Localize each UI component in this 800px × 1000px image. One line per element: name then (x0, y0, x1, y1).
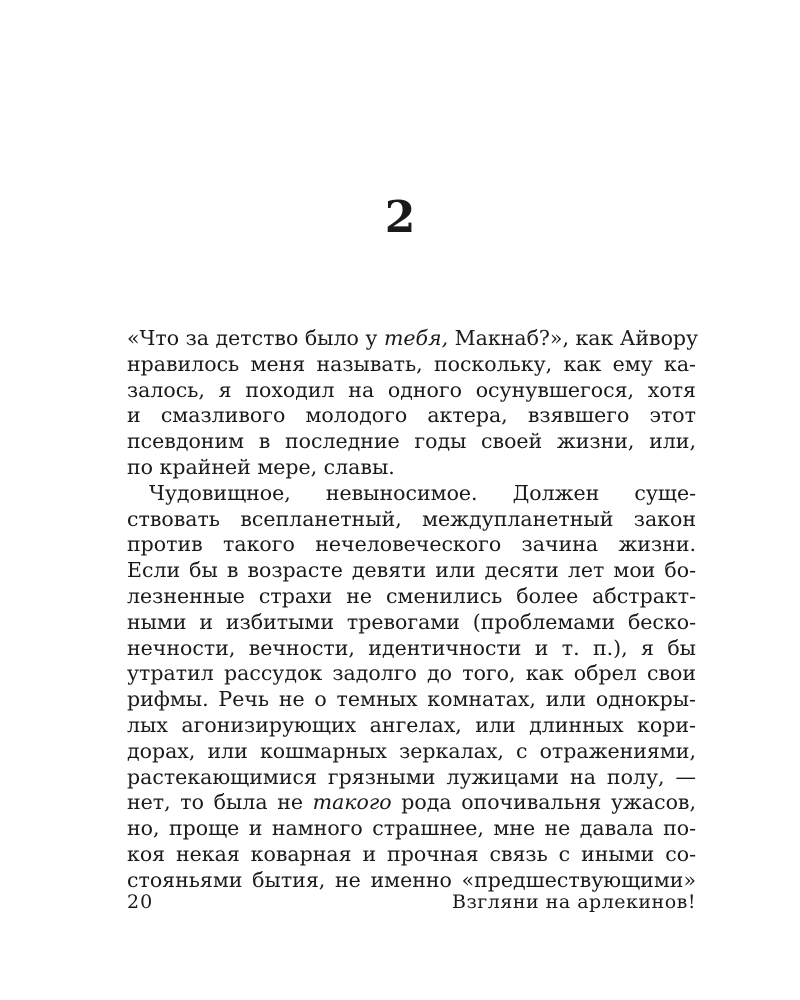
text-line (127, 481, 696, 507)
italic-text: такого (312, 790, 392, 815)
text-run: Макнаб?», как Айвору (448, 326, 699, 350)
text-run: залось, я походил на одного осунувшегося, хотя (127, 377, 696, 402)
text-run: нет, то была не (127, 790, 313, 815)
text-line (127, 326, 699, 352)
text-line (127, 739, 696, 765)
text-run: Чудовищное, невыносимое. Должен суще- (149, 480, 696, 505)
text-line (127, 352, 696, 378)
text-run: стояньями бытия, не именно «предшествующими» (127, 867, 696, 892)
text-run: псевдоним в последние годы своей жизни, или, (127, 429, 696, 454)
text-line (127, 816, 696, 842)
chapter-number: 2 (384, 192, 416, 243)
text-line (127, 661, 696, 687)
text-run: лых агонизирующих ангелах, или длинных кори- (127, 712, 696, 737)
text-run: нравилось меня называть, поскольку, как ему ка- (127, 351, 696, 376)
text-line (127, 532, 696, 558)
page-number: 20 (127, 891, 154, 913)
text-line (127, 765, 696, 791)
italic-text: тебя, (383, 326, 449, 350)
page-footer (127, 889, 696, 915)
text-run: утратил рассудок задолго до того, как обрел свои (127, 661, 696, 686)
text-line (127, 429, 696, 455)
text-run: по крайней мере, славы. (127, 454, 395, 479)
text-run: Если бы в возрасте девяти или десяти лет мои бо- (127, 558, 696, 583)
body-text (127, 326, 699, 894)
text-line (127, 455, 696, 481)
text-line (127, 687, 696, 713)
text-line (127, 403, 696, 429)
text-run: и смазливого молодого актера, взявшего этот (127, 403, 696, 428)
text-run: но, проще и намного страшнее, мне не давала по- (127, 816, 696, 841)
text-line (127, 584, 696, 610)
text-line (127, 636, 696, 662)
text-run: нечности, вечности, идентичности и т. п.), я бы (127, 635, 696, 660)
text-line (127, 610, 696, 636)
running-title: Взгляни на арлекинов! (451, 891, 696, 913)
text-line (127, 378, 696, 404)
text-run: рода опочивальня ужасов, (391, 790, 696, 815)
text-run: ными и избитыми тревогами (проблемами беско- (127, 609, 696, 634)
text-line (127, 558, 696, 584)
text-run: ствовать всепланетный, междупланетный закон (127, 506, 696, 531)
text-run: «Что за детство было у (127, 326, 384, 350)
text-line (127, 507, 696, 533)
text-run: растекающимися грязными лужицами на полу, — (127, 764, 696, 789)
text-run: дорах, или кошмарных зеркалах, с отражениями, (127, 738, 696, 763)
text-run: рифмы. Речь не о темных комнатах, или однокры- (127, 687, 696, 712)
text-line (127, 713, 696, 739)
text-run: против такого нечеловеческого зачина жизни. (127, 532, 696, 557)
text-run: коя некая коварная и прочная связь с иными со- (127, 841, 696, 866)
text-run: лезненные страхи не сменились более абстракт- (127, 583, 696, 608)
text-line (127, 790, 696, 816)
text-line (127, 842, 696, 868)
